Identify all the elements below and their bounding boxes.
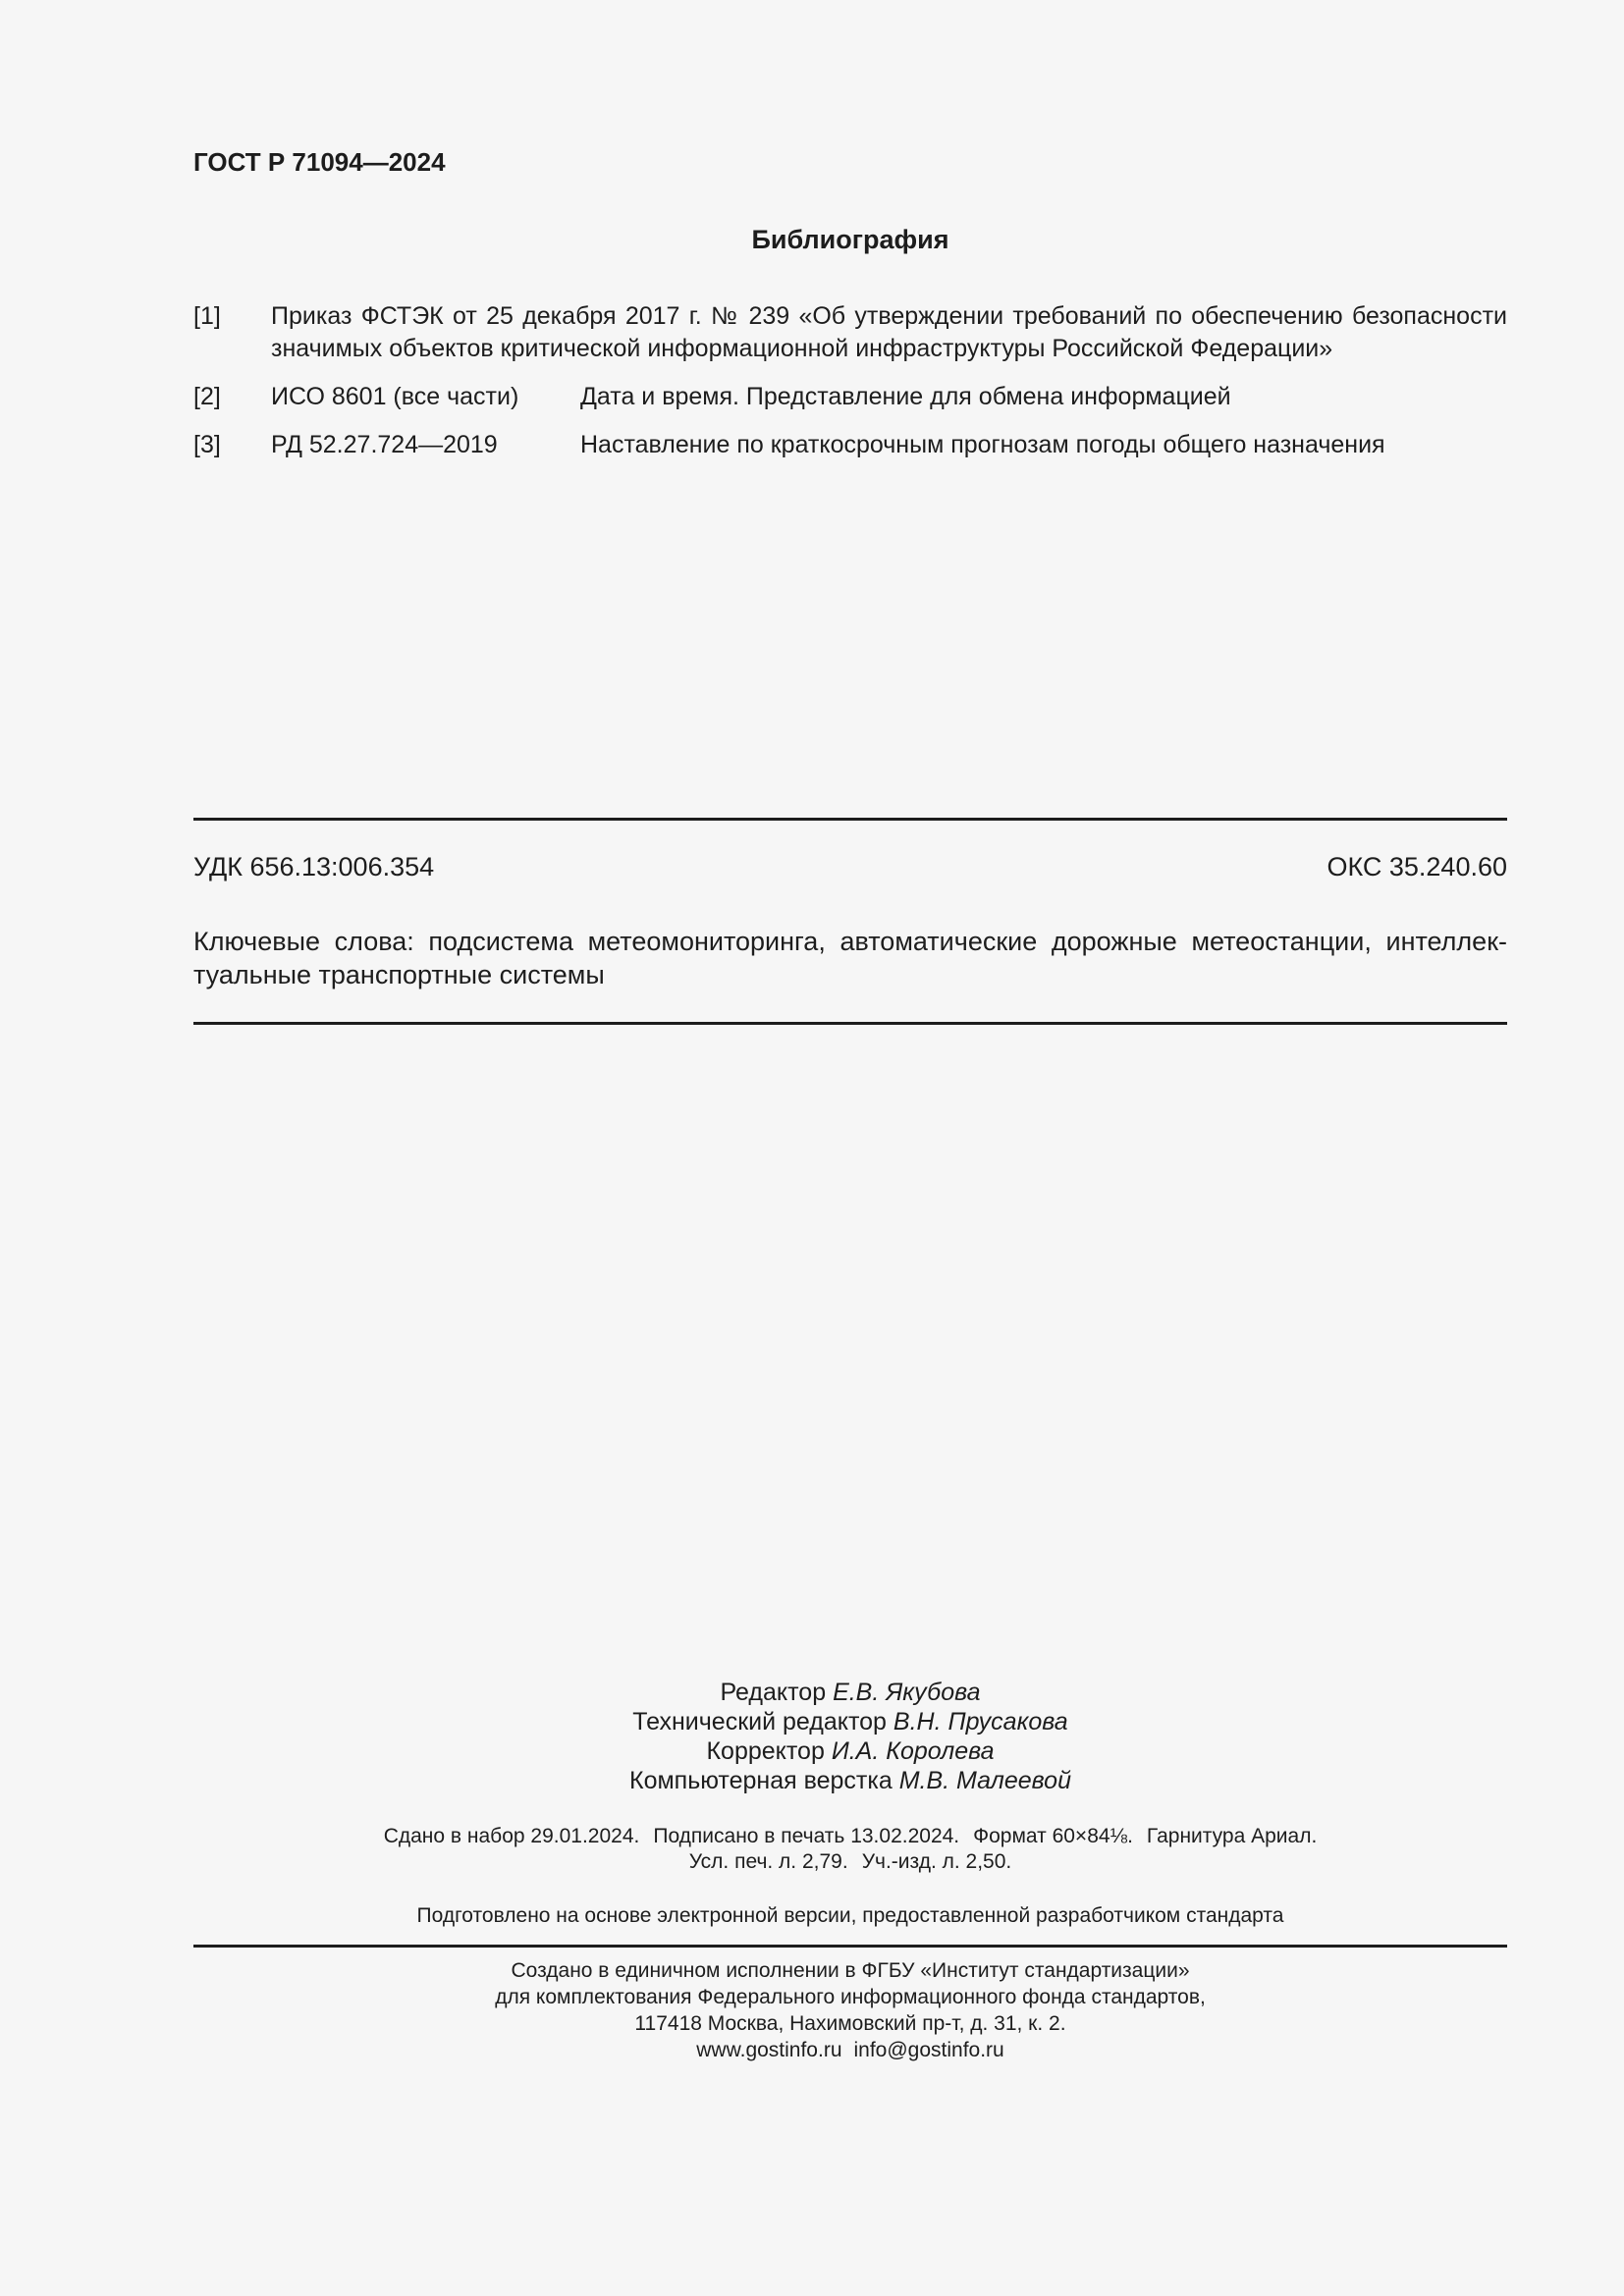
udk-code: УДК 656.13:006.354 (193, 852, 435, 881)
publisher-contacts (193, 2037, 1507, 2063)
entry-title: Наставление по краткосрочным прогнозам погоды общего назначения (580, 431, 1385, 458)
print-info-line-1: Сдано в набор 29.01.2024. Подписано в печать 13.02.2024. Формат 60×84⅛. Гарнитура Ариал. (383, 1825, 1318, 1847)
keywords: Ключевые слова: подсистема метеомониторинга, автоматические дорожные метеостанции, интеллек-туальные транспортные системы (193, 927, 1507, 989)
entry-code: РД 52.27.724—2019 (271, 431, 498, 458)
bibliography-entry-1 (193, 300, 1507, 365)
publisher-line-1: Создано в единичном исполнении в ФГБУ «Институт стандартизации» (511, 1959, 1190, 1982)
entry-title: Дата и время. Представление для обмена информацией (580, 383, 1231, 410)
publisher-line-2: для комплектования Федерального информационного фонда стандартов, (495, 1986, 1206, 2008)
entry-text: Приказ ФСТЭК от 25 декабря 2017 г. № 239 «Об утверждении требований по обеспечению безопасности значимых объектов критической информационной инфраструктуры Российской Федерации» (271, 302, 1507, 362)
entry-code: ИСО 8601 (все части) (271, 383, 519, 410)
entry-number: [2] (193, 383, 221, 410)
credits-block (193, 1678, 1507, 1795)
entry-number: [3] (193, 431, 221, 458)
divider-bottom (193, 1945, 1507, 1948)
document-code: ГОСТ Р 71094—2024 (193, 147, 446, 177)
divider-top (193, 818, 1507, 821)
prepared-note: Подготовлено на основе электронной версии, предоставленной разработчиком стандарта (416, 1904, 1284, 1927)
publisher-block (193, 1957, 1507, 2063)
bibliography-title: Библиография (751, 225, 949, 254)
print-info-line-2: Усл. печ. л. 2,79. Уч.-изд. л. 2,50. (688, 1850, 1012, 1873)
publisher-address: 117418 Москва, Нахимовский пр-т, д. 31, к. 2. (634, 2012, 1066, 2035)
website-link[interactable]: www.gostinfo.ru (696, 2039, 842, 2061)
credit-layout: Компьютерная верстка М.В. Малеевой (629, 1767, 1071, 1794)
email-link[interactable]: info@gostinfo.ru (853, 2039, 1004, 2061)
credit-tech-editor: Технический редактор В.Н. Прусакова (632, 1708, 1068, 1735)
credit-corrector: Корректор И.А. Королева (706, 1737, 995, 1765)
divider-middle (193, 1022, 1507, 1025)
credit-editor: Редактор Е.В. Якубова (720, 1679, 981, 1706)
oks-code: ОКС 35.240.60 (1326, 852, 1507, 881)
print-info (193, 1824, 1507, 1875)
entry-number: [1] (193, 302, 221, 330)
